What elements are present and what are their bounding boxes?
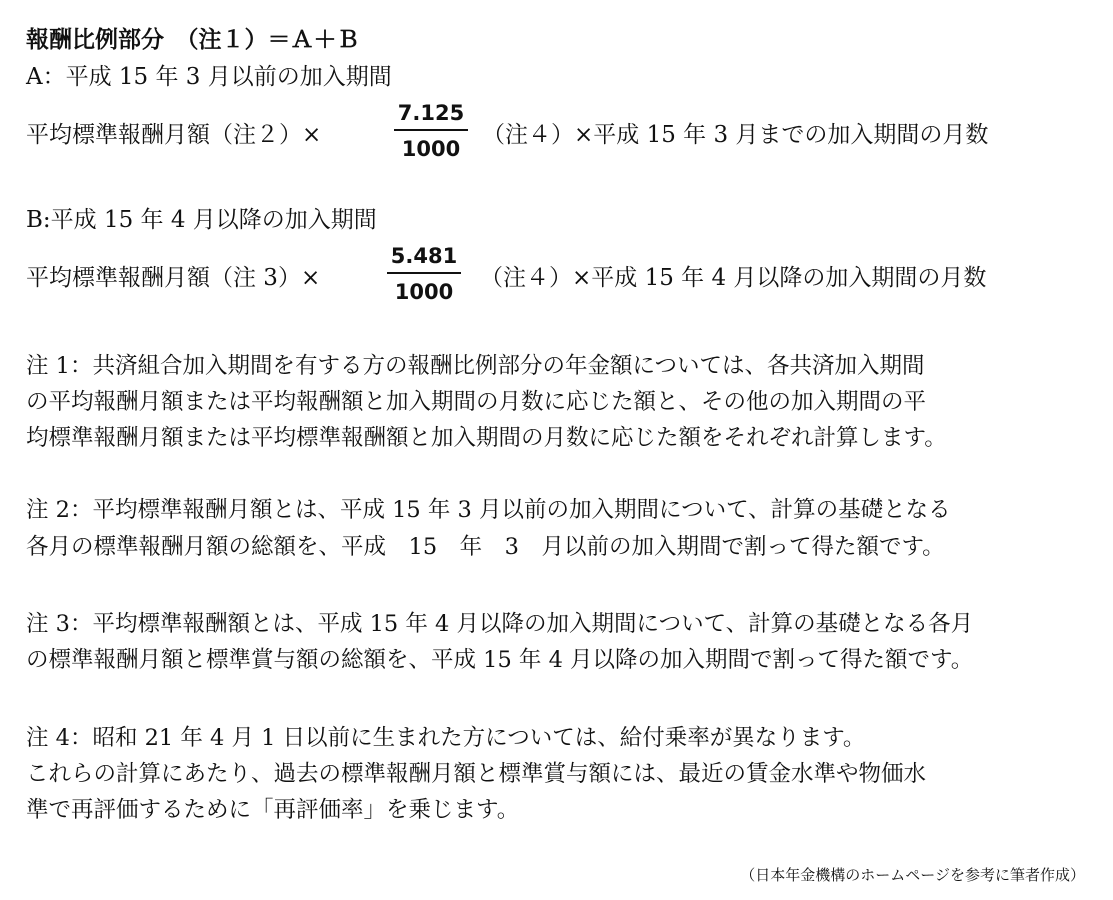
note2-line: 注 2：平均標準報酬月額とは、平成 15 年 3 月以前の加入期間について、計算の基礎となる: [26, 497, 951, 523]
note4-line: 注 4：昭和 21 年 4 月 1 日以前に生まれた方については、給付乗率が異なります。: [26, 725, 866, 751]
note3-line: 注 3：平均標準報酬額とは、平成 15 年 4 月以降の加入期間について、計算の基礎となる各月: [26, 611, 974, 637]
formula-a-label: A：平成 15 年 3 月以前の加入期間: [26, 64, 392, 90]
source-caption: （日本年金機構のホームページを参考に筆者作成）: [740, 866, 1085, 884]
fraction-a-numerator: 7.125: [397, 101, 465, 125]
fraction-a-denominator: 1000: [401, 137, 461, 161]
note4-line: これらの計算にあたり、過去の標準報酬月額と標準賞与額には、最近の賃金水準や物価水: [26, 761, 927, 787]
fraction-b-denominator: 1000: [394, 280, 454, 304]
note4-line: 準で再評価するために「再評価率」を乗じます。: [26, 797, 520, 823]
fraction-a-bar: [394, 129, 468, 131]
formula-b-right: （注４）×平成 15 年 4 月以降の加入期間の月数: [480, 265, 987, 291]
fraction-b-bar: [387, 272, 461, 274]
formula-a-right: （注４）×平成 15 年 3 月までの加入期間の月数: [482, 122, 989, 148]
fraction-a: [394, 100, 468, 162]
note1-line: の平均報酬月額または平均報酬額と加入期間の月数に応じた額と、その他の加入期間の平: [26, 389, 927, 415]
formula-heading: 報酬比例部分 （注１）＝Ａ＋Ｂ: [26, 26, 360, 53]
formula-b-left: 平均標準報酬月額（注 3）×: [26, 265, 321, 291]
note1-line: 注 1：共済組合加入期間を有する方の報酬比例部分の年金額については、各共済加入期間: [26, 353, 925, 379]
note3-line: の標準報酬月額と標準賞与額の総額を、平成 15 年 4 月以降の加入期間で割って得た額です。: [26, 647, 974, 673]
note2-line: 各月の標準報酬月額の総額を、平成 15 年 3 月以前の加入期間で割って得た額です。: [26, 534, 945, 560]
formula-b-label: B:平成 15 年 4 月以降の加入期間: [26, 207, 377, 233]
note1-line: 均標準報酬月額または平均標準報酬額と加入期間の月数に応じた額をそれぞれ計算します。: [26, 425, 947, 451]
fraction-b-numerator: 5.481: [390, 244, 458, 268]
fraction-b: [387, 243, 461, 305]
formula-a-left: 平均標準報酬月額（注２）×: [26, 122, 322, 148]
